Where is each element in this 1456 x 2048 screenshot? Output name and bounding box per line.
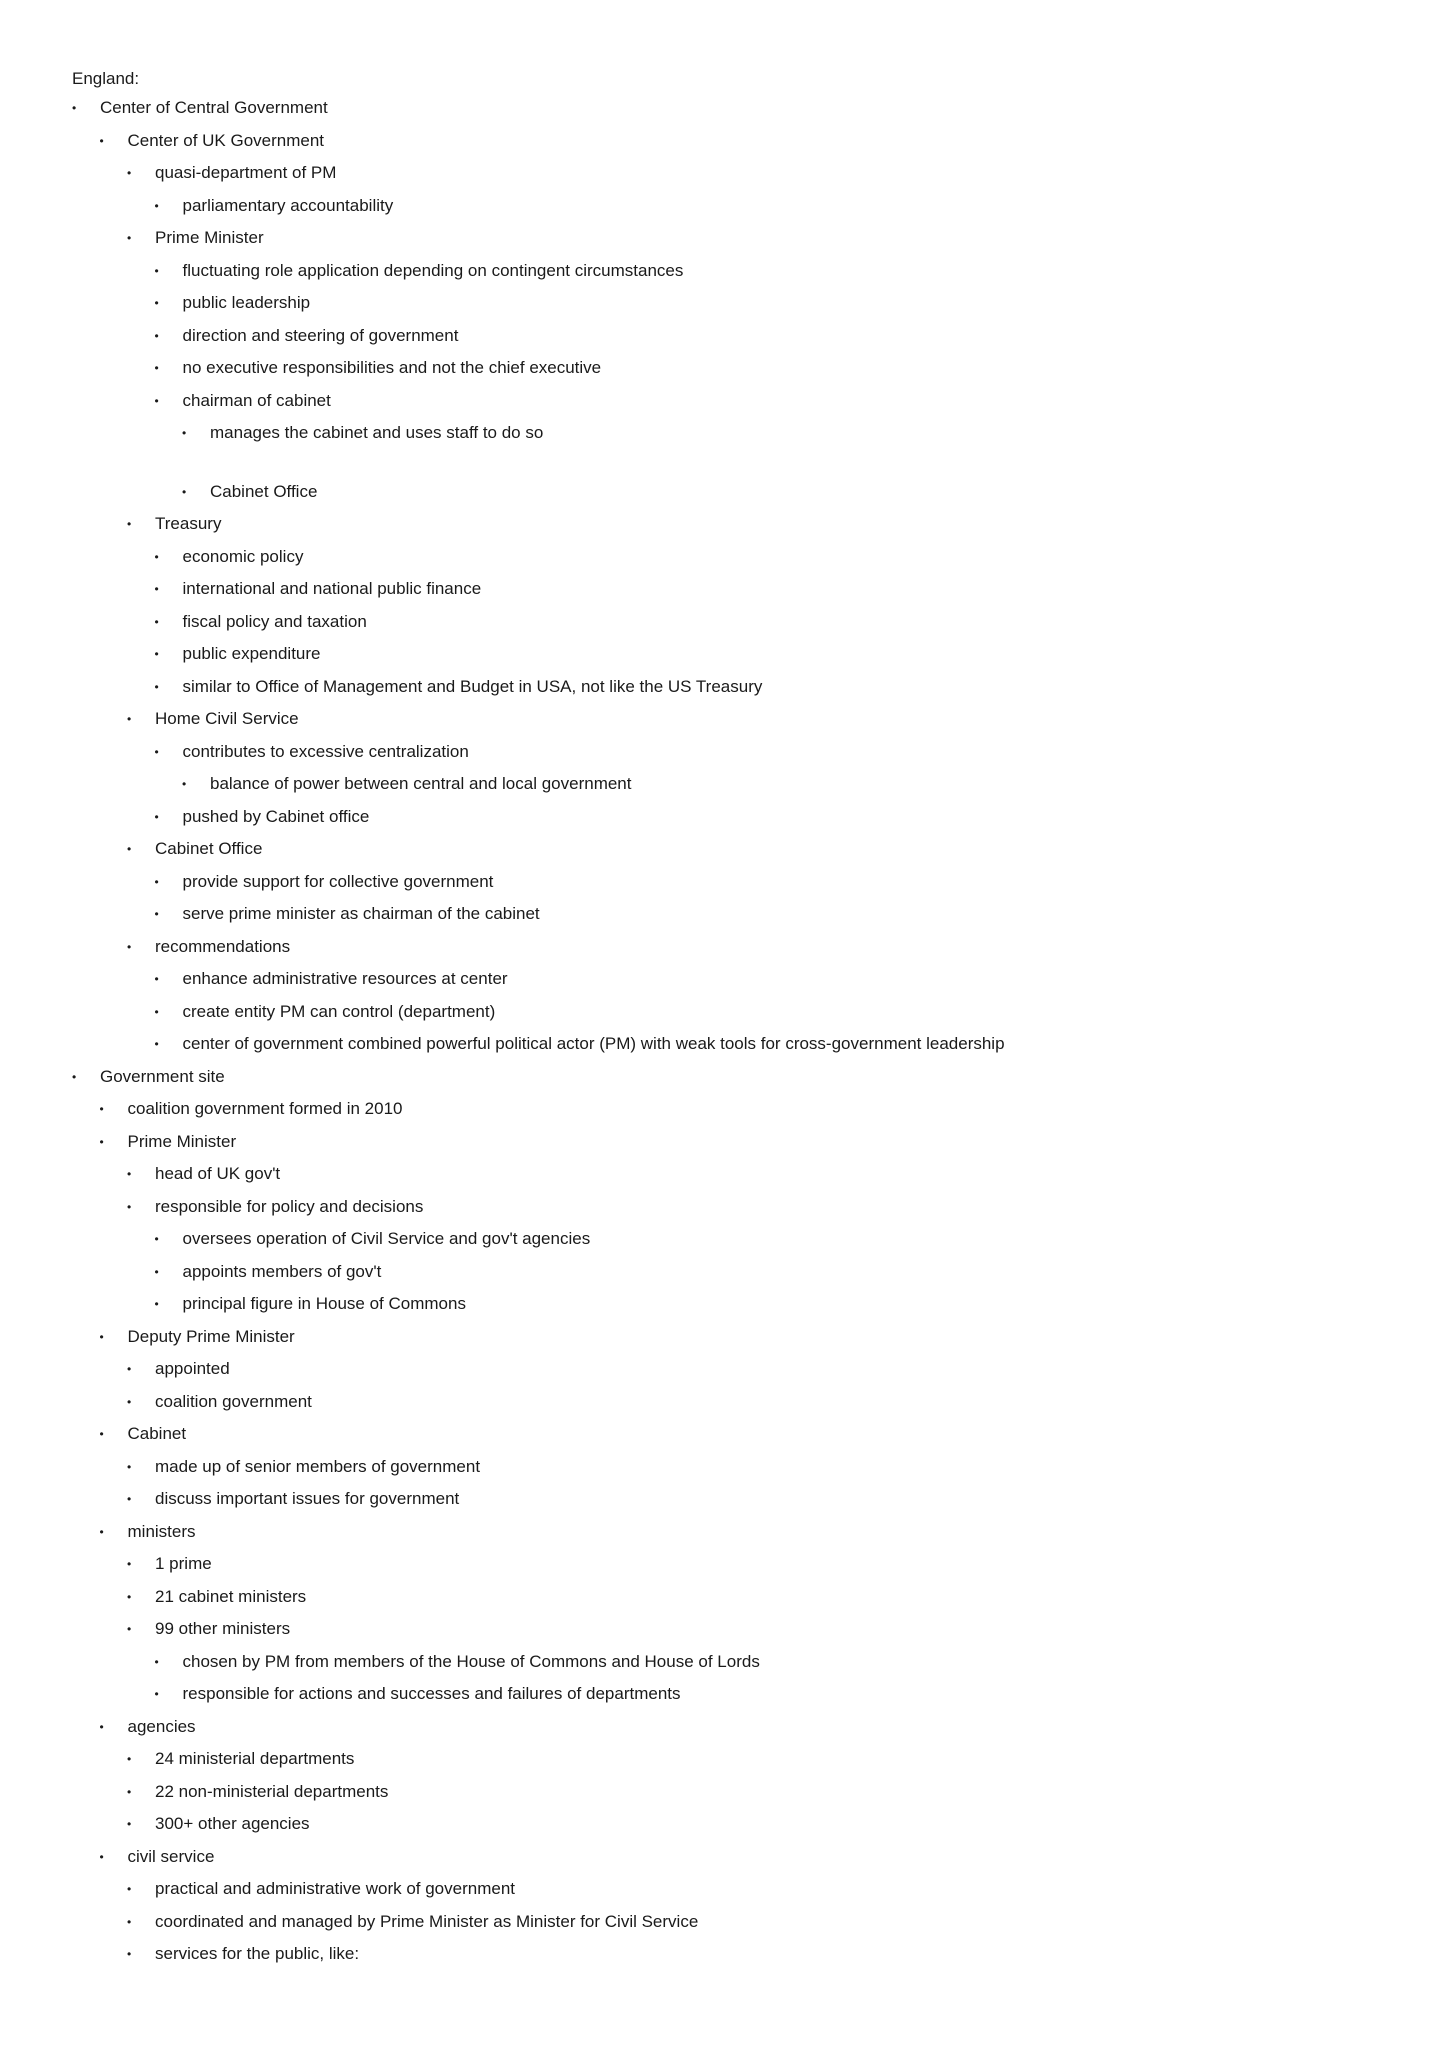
bullet-icon: • [127, 1460, 132, 1474]
outline-item-text: 21 cabinet ministers [155, 1587, 307, 1606]
bullet-icon: • [154, 1297, 159, 1311]
bullet-icon: • [154, 972, 159, 986]
outline-item-text: similar to Office of Management and Budget in USA, not like the US Treasury [182, 677, 763, 696]
outline-item-text: public leadership [182, 293, 311, 312]
outline-item-text: no executive responsibilities and not the chief executive [182, 358, 602, 377]
bullet-icon: • [127, 1362, 132, 1376]
outline-item-text: serve prime minister as chairman of the cabinet [182, 904, 540, 923]
outline-item-text: fluctuating role application depending on contingent circumstances [182, 261, 684, 280]
outline-item-text: responsible for policy and decisions [155, 1197, 424, 1216]
outline-item-text: manages the cabinet and uses staff to do so [210, 423, 544, 442]
bullet-icon: • [154, 810, 159, 824]
bullet-icon: • [127, 1557, 132, 1571]
bullet-icon: • [154, 647, 159, 661]
bullet-icon: • [154, 582, 159, 596]
outline-item-text: quasi-department of PM [155, 163, 337, 182]
bullet-icon: • [154, 1037, 159, 1051]
outline-item-text: international and national public finance [182, 579, 482, 598]
bullet-icon: • [127, 1492, 132, 1506]
outline-item-text: appoints members of gov't [182, 1262, 382, 1281]
bullet-icon: • [154, 361, 159, 375]
bullet-icon: • [127, 1622, 132, 1636]
bullet-icon: • [182, 426, 187, 440]
bullet-icon: • [127, 1590, 132, 1604]
bullet-icon: • [127, 1915, 132, 1929]
bullet-icon: • [154, 745, 159, 759]
outline-item-text: 99 other ministers [155, 1619, 291, 1638]
bullet-icon: • [99, 134, 104, 148]
outline-item-text: Deputy Prime Minister [127, 1327, 295, 1346]
bullet-icon: • [127, 1752, 132, 1766]
bullet-icon: • [154, 329, 159, 343]
outline-item-text: civil service [127, 1847, 215, 1866]
bullet-icon: • [127, 1167, 132, 1181]
outline-item-text: 1 prime [155, 1554, 212, 1573]
bullet-icon: • [72, 101, 77, 115]
outline-item-text: direction and steering of government [182, 326, 459, 345]
outline-item-text: Cabinet [127, 1424, 187, 1443]
bullet-icon: • [99, 1427, 104, 1441]
bullet-icon: • [99, 1720, 104, 1734]
document-title: England: [72, 69, 140, 88]
bullet-icon: • [154, 875, 159, 889]
bullet-icon: • [182, 485, 187, 499]
bullet-icon: • [154, 296, 159, 310]
bullet-icon: • [127, 166, 132, 180]
outline-item-text: recommendations [155, 937, 291, 956]
bullet-icon: • [154, 1687, 159, 1701]
outline-item-text: agencies [127, 1717, 196, 1736]
outline-item-text: principal figure in House of Commons [182, 1294, 466, 1313]
outline-item-text: practical and administrative work of government [155, 1879, 515, 1898]
bullet-icon: • [154, 264, 159, 278]
bullet-icon: • [154, 615, 159, 629]
outline-item-text: appointed [155, 1359, 230, 1378]
outline-item-text: Cabinet Office [155, 839, 263, 858]
bullet-icon: • [127, 842, 132, 856]
outline-item-text: coalition government formed in 2010 [127, 1099, 403, 1118]
outline-item-text: coordinated and managed by Prime Minister as Minister for Civil Service [155, 1912, 699, 1931]
outline-item-text: Government site [100, 1067, 225, 1086]
outline-item-text: parliamentary accountability [182, 196, 394, 215]
bullet-icon: • [99, 1102, 104, 1116]
outline-item-text: center of government combined powerful political actor (PM) with weak tools for cross-government leadership [182, 1034, 1005, 1053]
outline-item-text: chosen by PM from members of the House of Commons and House of Lords [182, 1652, 760, 1671]
bullet-icon: • [154, 1005, 159, 1019]
outline-item-text: services for the public, like: [155, 1944, 360, 1963]
outline-item-text: head of UK gov't [155, 1164, 281, 1183]
bullet-icon: • [154, 907, 159, 921]
outline-item-text: Prime Minister [127, 1132, 237, 1151]
bullet-icon: • [99, 1330, 104, 1344]
outline-item-text: Prime Minister [155, 228, 264, 247]
outline-item-text: create entity PM can control (department) [182, 1002, 496, 1021]
outline-item-text: fiscal policy and taxation [182, 612, 367, 631]
bullet-icon: • [127, 231, 132, 245]
bullet-icon: • [127, 940, 132, 954]
bullet-icon: • [127, 1947, 132, 1961]
bullet-icon: • [99, 1525, 104, 1539]
outline-item-text: Cabinet Office [210, 482, 318, 501]
bullet-icon: • [154, 680, 159, 694]
bullet-icon: • [154, 1232, 159, 1246]
outline-item-text: ministers [127, 1522, 196, 1541]
outline-item-text: pushed by Cabinet office [182, 807, 370, 826]
bullet-icon: • [154, 394, 159, 408]
outline-item-text: 22 non-ministerial departments [155, 1782, 389, 1801]
outline-item-text: Center of Central Government [100, 98, 328, 117]
outline-item-text: Center of UK Government [127, 131, 325, 150]
bullet-icon: • [127, 517, 132, 531]
outline-item-text: coalition government [155, 1392, 312, 1411]
bullet-icon: • [127, 1882, 132, 1896]
bullet-icon: • [154, 550, 159, 564]
bullet-icon: • [154, 1655, 159, 1669]
bullet-icon: • [127, 1200, 132, 1214]
outline-item-text: provide support for collective government [182, 872, 494, 891]
outline-item-text: contributes to excessive centralization [182, 742, 469, 761]
bullet-icon: • [127, 1395, 132, 1409]
bullet-icon: • [127, 1817, 132, 1831]
bullet-icon: • [182, 777, 187, 791]
outline-item-text: discuss important issues for government [155, 1489, 460, 1508]
outline-item-text: responsible for actions and successes and failures of departments [182, 1684, 681, 1703]
outline-item-text: economic policy [182, 547, 304, 566]
bullet-icon: • [72, 1070, 77, 1084]
outline-item-text: 24 ministerial departments [155, 1749, 355, 1768]
bullet-icon: • [154, 199, 159, 213]
bullet-icon: • [127, 712, 132, 726]
bullet-icon: • [127, 1785, 132, 1799]
bullet-icon: • [99, 1850, 104, 1864]
bullet-icon: • [154, 1265, 159, 1279]
bullet-icon: • [99, 1135, 104, 1149]
outline-item-text: Treasury [155, 514, 222, 533]
outline-item-text: oversees operation of Civil Service and gov't agencies [182, 1229, 591, 1248]
outline-item-text: enhance administrative resources at center [182, 969, 508, 988]
outline-item-text: Home Civil Service [155, 709, 299, 728]
outline-item-text: balance of power between central and local government [210, 774, 632, 793]
outline-item-text: 300+ other agencies [155, 1814, 310, 1833]
outline-item-text: chairman of cabinet [182, 391, 331, 410]
outline-item-text: made up of senior members of government [155, 1457, 481, 1476]
outline-item-text: public expenditure [182, 644, 321, 663]
